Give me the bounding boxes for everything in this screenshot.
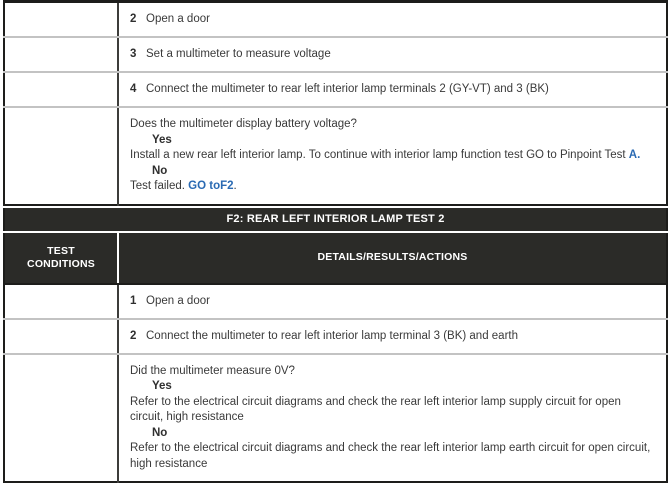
result-no-text: Test failed. [130,180,188,192]
result-no-label: No [130,426,656,442]
step-item [130,294,656,309]
result-cell [118,354,667,483]
test-conditions-cell [4,72,118,107]
step-item [130,12,656,27]
result-block [130,364,656,473]
result-cell [118,107,667,205]
step-text: Connect the multimeter to rear left interior lamp terminals 2 (GY-VT) and 3 (BK) [146,82,549,97]
test-conditions-cell [4,2,118,38]
step-text: Connect the multimeter to rear left interior lamp terminal 3 (BK) and earth [146,329,518,344]
result-no-answer: Refer to the electrical circuit diagrams and check the rear left interior lamp earth circuit for open circuit, high resistance [130,441,656,472]
column-header-test-conditions [4,232,118,284]
result-question: Does the multimeter display battery voltage? [130,117,656,133]
step-item [130,329,656,344]
f2-column-header-row [4,232,667,284]
result-block [130,117,656,195]
table-row [4,2,667,38]
table-row [4,319,667,354]
f2-title: F2: REAR LEFT INTERIOR LAMP TEST 2 [4,208,667,232]
result-yes-label: Yes [130,379,656,395]
details-cell [118,2,667,38]
column-header-details: DETAILS/RESULTS/ACTIONS [118,232,667,284]
result-no-text-end: . [234,180,237,192]
step-number: 3 [130,47,146,62]
pinpoint-test-table-continued [3,0,668,206]
test-conditions-cell [4,284,118,319]
result-no-answer [130,179,656,195]
step-number: 2 [130,329,146,344]
details-cell [118,284,667,319]
result-yes-answer: Refer to the electrical circuit diagrams and check the rear left interior lamp supply circuit for open circuit, high resistance [130,395,656,426]
step-number: 2 [130,12,146,27]
test-conditions-cell [4,319,118,354]
table-row [4,37,667,72]
step-item [130,82,656,97]
details-cell [118,72,667,107]
f2-title-row [4,208,667,232]
result-question: Did the multimeter measure 0V? [130,364,656,380]
details-cell [118,37,667,72]
pinpoint-test-table-f2 [3,208,668,483]
step-item [130,47,656,62]
column-header-test-conditions-line1: TEST [47,245,75,257]
table-row [4,354,667,483]
go-to-f2-link[interactable]: GO toF2 [188,180,233,192]
step-text: Open a door [146,294,210,309]
step-text: Set a multimeter to measure voltage [146,47,331,62]
table-row [4,72,667,107]
step-number: 1 [130,294,146,309]
step-number: 4 [130,82,146,97]
table-row [4,107,667,205]
test-conditions-cell [4,37,118,72]
result-yes-text: Install a new rear left interior lamp. To continue with interior lamp function test GO to Pinpoint Test [130,149,629,161]
result-yes-answer [130,148,656,164]
result-yes-label: Yes [130,133,656,149]
test-conditions-cell [4,107,118,205]
table-row [4,284,667,319]
test-conditions-cell [4,354,118,483]
pinpoint-test-a-link[interactable]: A. [629,149,641,161]
step-text: Open a door [146,12,210,27]
result-no-label: No [130,164,656,180]
details-cell [118,319,667,354]
column-header-test-conditions-line2: CONDITIONS [27,258,95,270]
